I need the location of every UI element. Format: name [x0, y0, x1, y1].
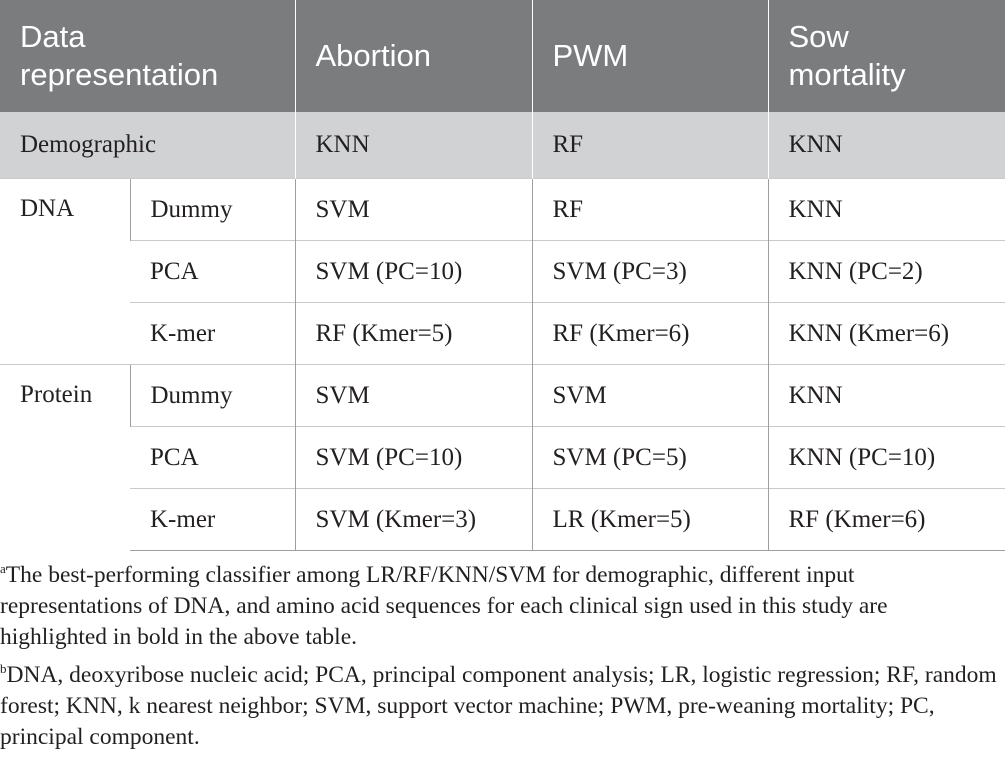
table-row [0, 365, 1005, 427]
pwm-cell: SVM (PC=5) [532, 427, 768, 489]
abortion-cell: SVM (PC=10) [295, 241, 532, 303]
abortion-cell: SVM [295, 365, 532, 427]
sow-mortality-cell: KNN [768, 179, 1005, 241]
sow-mortality-cell: KNN (PC=10) [768, 427, 1005, 489]
pwm-cell: RF [532, 179, 768, 241]
method-cell: Dummy [130, 179, 295, 241]
sow-mortality-cell: KNN [768, 365, 1005, 427]
demographic-sow-mortality: KNN [768, 112, 1005, 179]
method-cell: PCA [130, 427, 295, 489]
footnote-marker: a [0, 561, 6, 576]
sow-mortality-cell: KNN (PC=2) [768, 241, 1005, 303]
method-cell: PCA [130, 241, 295, 303]
demographic-abortion: KNN [295, 112, 532, 179]
abortion-cell: SVM [295, 179, 532, 241]
footnote-marker: b [0, 661, 7, 676]
abortion-cell: SVM (Kmer=3) [295, 489, 532, 551]
table-row [0, 303, 1005, 365]
footnotes [0, 560, 1000, 760]
table-row [0, 489, 1005, 551]
abortion-cell: SVM (PC=10) [295, 427, 532, 489]
pwm-cell: SVM (PC=3) [532, 241, 768, 303]
pwm-cell: RF (Kmer=6) [532, 303, 768, 365]
method-cell: K-mer [130, 489, 295, 551]
abortion-cell: RF (Kmer=5) [295, 303, 532, 365]
sow-mortality-cell: KNN (Kmer=6) [768, 303, 1005, 365]
table-row [0, 179, 1005, 241]
table-row [0, 241, 1005, 303]
footnote-text: The best-performing classifier among LR/RF/KNN/SVM for demographic, different input representations of DNA, and amino acid sequences for each clinical sign used in this study are highlighted in bold in the above table. [0, 562, 888, 650]
header-abortion: Abortion [295, 0, 532, 112]
header-row [0, 0, 1005, 112]
footnote-a [0, 560, 1000, 653]
header-pwm: PWM [532, 0, 768, 112]
demographic-label: Demographic [0, 112, 295, 179]
pwm-cell: LR (Kmer=5) [532, 489, 768, 551]
demographic-row [0, 112, 1005, 179]
sow-mortality-cell: RF (Kmer=6) [768, 489, 1005, 551]
group-label-protein: Protein [0, 365, 130, 551]
header-sow-mortality: Sow mortality [768, 0, 1005, 112]
demographic-pwm: RF [532, 112, 768, 179]
group-label-dna: DNA [0, 179, 130, 365]
header-data-representation: Data representation [0, 0, 295, 112]
pwm-cell: SVM [532, 365, 768, 427]
method-cell: Dummy [130, 365, 295, 427]
footnote-text: DNA, deoxyribose nucleic acid; PCA, principal component analysis; LR, logistic regression; RF, random forest; KNN, k nearest neighbor; SVM, support vector machine; PWM, pre-weaning mortality; PC, principal component. [0, 662, 997, 750]
table-row [0, 427, 1005, 489]
method-cell: K-mer [130, 303, 295, 365]
footnote-b [0, 660, 1000, 753]
